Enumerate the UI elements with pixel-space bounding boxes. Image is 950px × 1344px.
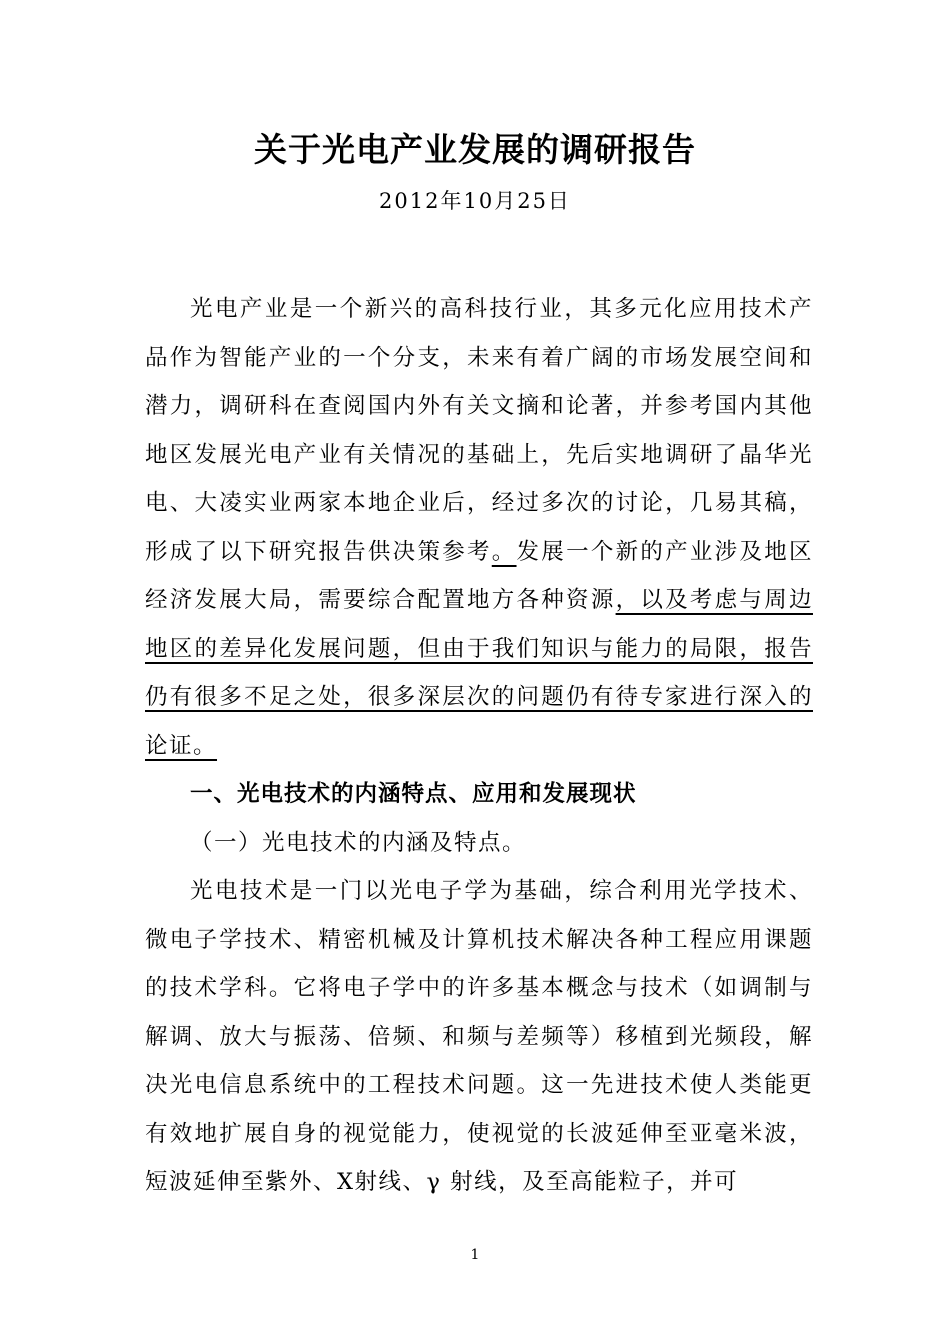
intro-text: 光电产业是一个新兴的高科技行业，其多元化应用技术产品作为智能产业的一个分支，未来有着广阔的市场发展空间和潜力，调研科在查阅国内外有关文摘和论著，并参考国内其他地区发展光电产业有关情况的基础上，先后实地调研了晶华光电、大凌实业两家本地企业后，经过多次的讨论，几易其稿，形成了以下研究报告供决策参考 bbox=[145, 296, 813, 565]
document-title: 关于光电产业发展的调研报告 bbox=[254, 130, 696, 169]
document-date: 2012年10月25日 bbox=[379, 189, 571, 213]
intro-underlined-period: 。 bbox=[491, 538, 517, 565]
intro-paragraph bbox=[145, 285, 813, 770]
page-number: 1 bbox=[470, 1247, 480, 1263]
intro-underlined-text: ，以及考虑与周边地区的差异化发展问题，但由于我们知识与能力的局限，报告仍有很多不足之处，很多深层次的问题仍有待专家进行深入的论证。 bbox=[145, 587, 813, 759]
intro-middle-text: 发展一个新的产业涉及地区经济发展大局，需要综合配置地方各种资源 bbox=[145, 538, 813, 613]
document-body bbox=[145, 285, 813, 1207]
section-subheading: （一）光电技术的内涵及特点。 bbox=[190, 829, 527, 856]
section-heading: 一、光电技术的内涵特点、应用和发展现状 bbox=[190, 781, 637, 807]
section-paragraph: 光电技术是一门以光电子学为基础，综合利用光学技术、微电子学技术、精密机械及计算机技术解决各种工程应用课题的技术学科。它将电子学中的许多基本概念与技术（如调制与解调、放大与振荡、倍频、和频与差频等）移植到光频段，解决光电信息系统中的工程技术问题。这一先进技术使人类能更有效地扩展自身的视觉能力，使视觉的长波延伸至亚毫米波，短波延伸至紫外、X射线、γ 射线，及至高能粒子，并可 bbox=[145, 878, 813, 1195]
